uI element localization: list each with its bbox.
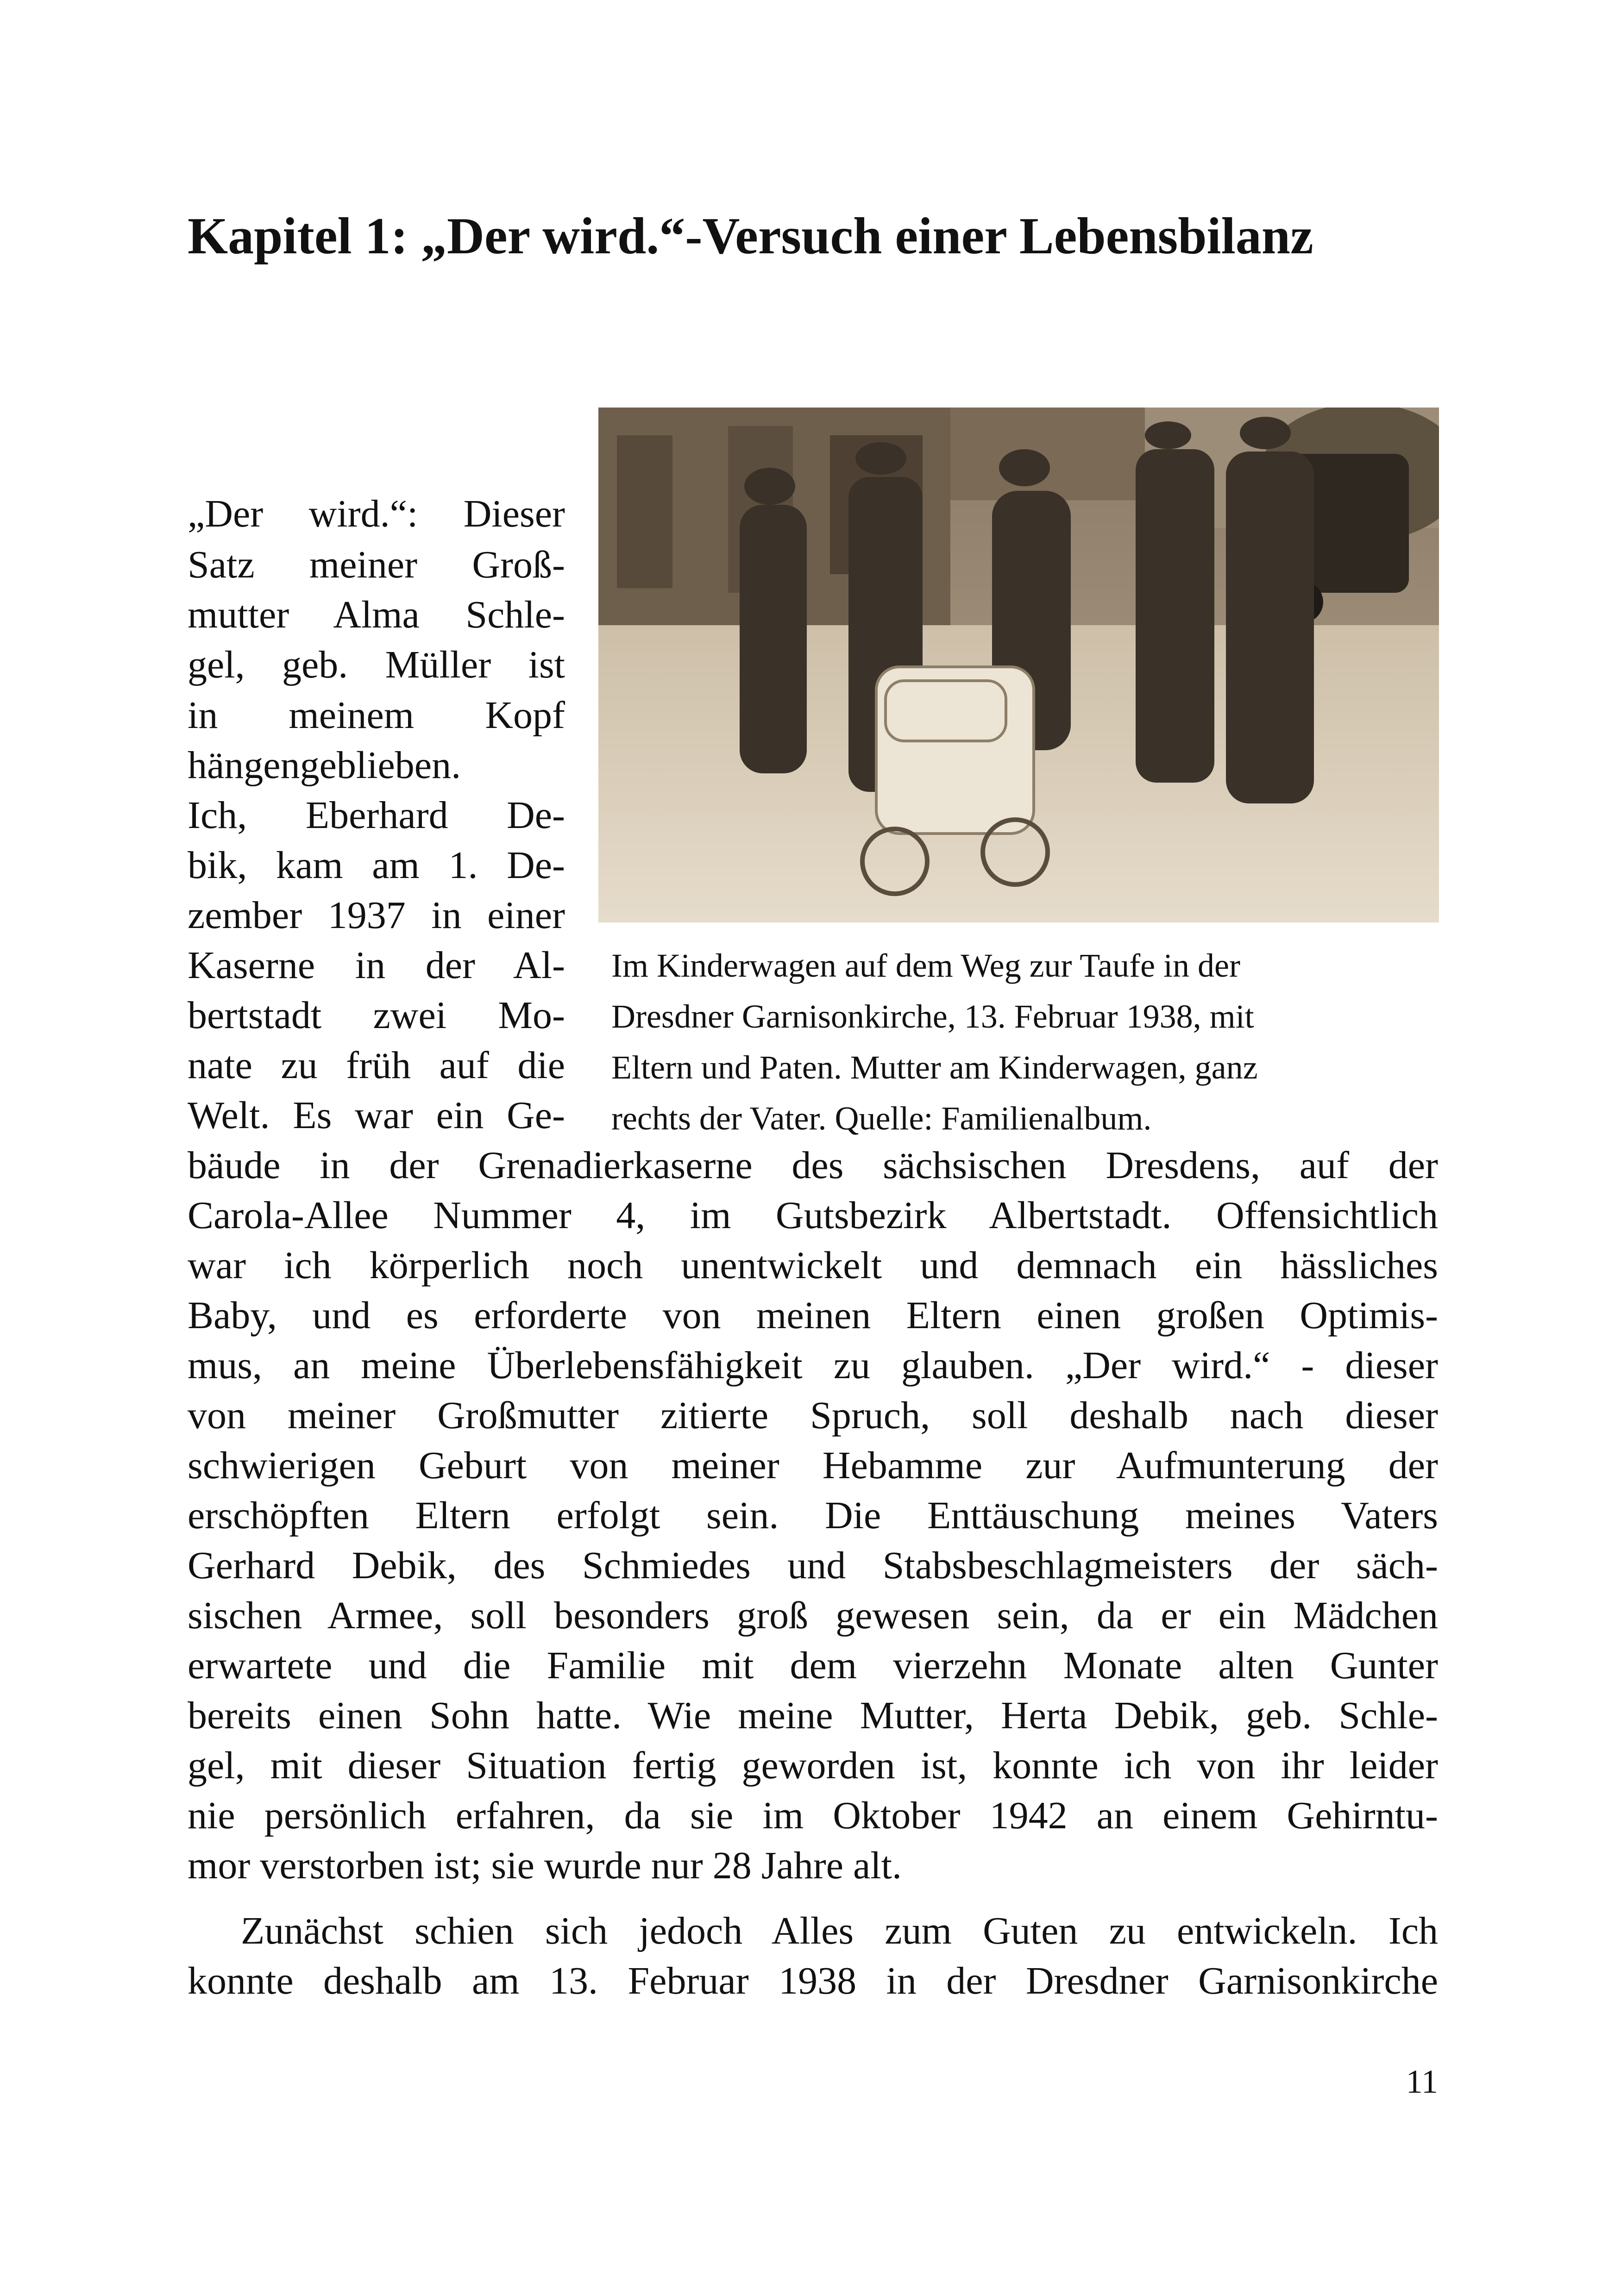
text-line: in meinem Kopf [188,694,565,737]
text-line: schwierigen Geburt von meiner Hebamme zur Aufmunterung der [188,1444,1438,1487]
caption-line: rechts der Vater. Quelle: Familienalbum. [611,1100,1152,1137]
text-line: hängengeblieben. [188,744,461,787]
text-line: Gerhard Debik, des Schmiedes und Stabsbeschlagmeisters der säch- [188,1544,1438,1587]
text-line: bertstadt zwei Mo- [188,994,565,1037]
text-line: gel, mit dieser Situation fertig geworden ist, konnte ich von ihr leider [188,1744,1438,1787]
text-line: mus, an meine Überlebensfähigkeit zu glauben. „Der wird.“ - dieser [188,1344,1438,1387]
text-line: bik, kam am 1. De- [188,844,565,887]
text-line: Satz meiner Groß- [188,543,565,586]
family-photo [598,408,1439,922]
text-line: von meiner Großmutter zitierte Spruch, soll deshalb nach dieser [188,1394,1438,1437]
text-line: nate zu früh auf die [188,1044,565,1087]
text-line: zember 1937 in einer [188,894,565,937]
text-line: mor verstorben ist; sie wurde nur 28 Jahre alt. [188,1844,902,1887]
text-line: bäude in der Grenadierkaserne des sächsischen Dresdens, auf der [188,1144,1438,1187]
text-line: mutter Alma Schle- [188,593,565,636]
chapter-title: Kapitel 1: „Der wird.“-Versuch einer Lebensbilanz [188,207,1313,265]
text-line: Baby, und es erforderte von meinen Eltern einen großen Optimis- [188,1294,1438,1337]
text-line: Ich, Eberhard De- [188,794,565,837]
text-line: erschöpften Eltern erfolgt sein. Die Enttäuschung meines Vaters [188,1494,1438,1537]
text-line: „Der wird.“: Dieser [188,492,565,535]
caption-line: Eltern und Paten. Mutter am Kinderwagen, ganz [611,1049,1258,1086]
text-line: war ich körperlich noch unentwickelt und demnach ein hässliches [188,1244,1438,1287]
text-line: Welt. Es war ein Ge- [188,1094,565,1137]
text-line: konnte deshalb am 13. Februar 1938 in der Dresdner Garnisonkirche [188,1959,1438,2002]
text-line: Carola-Allee Nummer 4, im Gutsbezirk Albertstadt. Offensichtlich [188,1194,1438,1237]
text-line: sischen Armee, soll besonders groß gewesen sein, da er ein Mädchen [188,1594,1438,1637]
text-line: erwartete und die Familie mit dem vierzehn Monate alten Gunter [188,1644,1438,1687]
photo-illustration [598,408,1439,922]
text-line: bereits einen Sohn hatte. Wie meine Mutter, Herta Debik, geb. Schle- [188,1694,1438,1737]
text-line: Kaserne in der Al- [188,944,565,987]
caption-line: Im Kinderwagen auf dem Weg zur Taufe in der [611,947,1240,984]
text-line: Zunächst schien sich jedoch Alles zum Guten zu entwickeln. Ich [241,1909,1438,1952]
photo-caption [611,940,1440,1144]
text-line: nie persönlich erfahren, da sie im Oktober 1942 an einem Gehirntu- [188,1794,1438,1837]
page-number: 11 [1406,2063,1438,2100]
caption-line: Dresdner Garnisonkirche, 13. Februar 1938, mit [611,998,1254,1035]
text-line: gel, geb. Müller ist [188,643,565,686]
